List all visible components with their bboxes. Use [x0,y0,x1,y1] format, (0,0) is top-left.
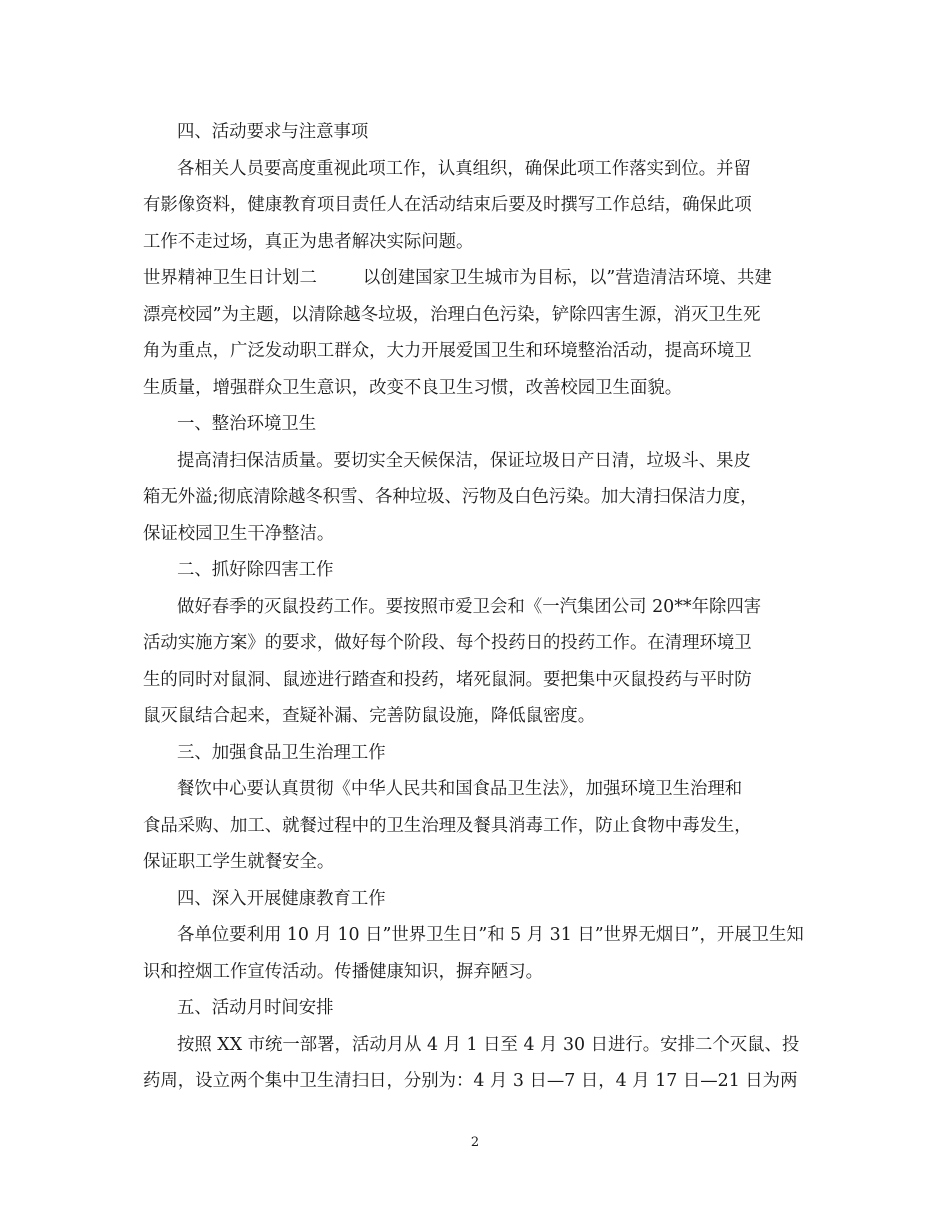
paragraph-line: 活动实施方案》的要求，做好每个阶段、每个投药日的投药工作。在清理环境卫 [143,633,752,653]
section-heading-food-hygiene: 三、加强食品卫生治理工作 [177,742,386,763]
section-heading-pests: 二、抓好除四害工作 [177,560,334,580]
paragraph-line: 保证校园卫生干净整洁。 [143,523,335,544]
paragraph-line: 工作不走过场，真正为患者解决实际问题。 [143,231,474,252]
paragraph-line: 各单位要利用 10 月 10 日”世界卫生日”和 5 月 31 日”世界无烟日”，开展卫生知 [177,925,804,945]
paragraph-line: 漂亮校园”为主题，以清除越冬垃圾，治理白色污染，铲除四害生源，消灭卫生死 [143,304,761,325]
paragraph-line: 保证职工学生就餐安全。 [143,852,335,872]
paragraph-line: 按照 XX 市统一部署，活动月从 4 月 1 日至 4 月 30 日进行。安排二个灭鼠、投 [177,1034,800,1055]
paragraph-line: 角为重点，广泛发动职工群众，大力开展爱国卫生和环境整治活动，提高环境卫 [143,341,752,361]
paragraph-line: 鼠灭鼠结合起来，查疑补漏、完善防鼠设施，降低鼠密度。 [143,706,596,726]
paragraph-line: 生质量，增强群众卫生意识，改变不良卫生习惯，改善校园卫生面貌。 [143,377,683,398]
section-heading-environment: 一、整治环境卫生 [177,414,317,434]
section-heading-schedule: 五、活动月时间安排 [177,998,334,1018]
paragraph-line: 食品采购、加工、就餐过程中的卫生治理及餐具消毒工作，防止食物中毒发生， [143,815,752,836]
paragraph-line: 做好春季的灭鼠投药工作。要按照市爱卫会和《一汽集团公司 20**年除四害 [177,596,762,617]
paragraph-line: 药周，设立两个集中卫生清扫日，分别为：4 月 3 日—7 日，4 月 17 日—21 日为两 [143,1071,798,1091]
plan-title-line [143,260,813,297]
plan-title: 世界精神卫生日计划二 [143,268,317,288]
section-heading-health-education: 四、深入开展健康教育工作 [177,888,386,909]
paragraph-line: 提高清扫保洁质量。要切实全天候保洁，保证垃圾日产日清，垃圾斗、果皮 [177,450,751,471]
paragraph-line: 识和控烟工作宣传活动。传播健康知识，摒弃陋习。 [143,961,543,982]
paragraph-line: 各相关人员要高度重视此项工作，认真组织，确保此项工作落实到位。并留 [177,158,751,179]
paragraph-line: 箱无外溢;彻底清除越冬积雪、各种垃圾、污物及白色污染。加大清扫保洁力度， [143,487,758,507]
section-heading-requirements: 四、活动要求与注意事项 [177,122,369,142]
paragraph-line: 餐饮中心要认真贯彻《中华人民共和国食品卫生法》，加强环境卫生治理和 [177,779,743,799]
document-body [143,114,813,1100]
paragraph-line: 生的同时对鼠洞、鼠迹进行踏查和投药，堵死鼠洞。要把集中灭鼠投药与平时防 [143,669,752,690]
paragraph-text: 以创建国家卫生城市为目标，以”营造清洁环境、共建 [362,268,772,288]
page-number: 2 [470,1135,480,1150]
paragraph-line: 有影像资料，健康教育项目责任人在活动结束后要及时撰写工作总结，确保此项 [143,195,752,215]
